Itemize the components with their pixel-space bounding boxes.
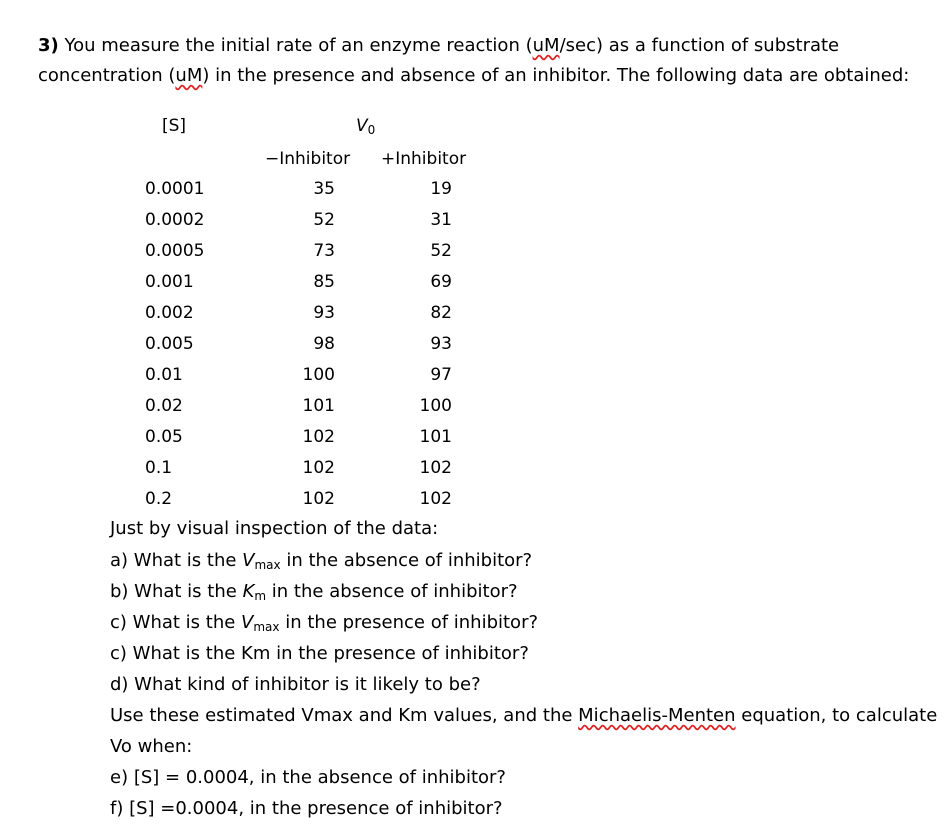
cell-minus: 102 <box>302 489 335 509</box>
question-c1 <box>110 612 538 634</box>
instruction-line-2: Vo when: <box>110 736 193 757</box>
cell-plus: 101 <box>419 427 452 447</box>
cell-substrate: 0.005 <box>145 334 194 354</box>
header-velocity <box>356 115 375 137</box>
question-b <box>110 581 518 603</box>
header-velocity-var: V <box>356 116 368 136</box>
question-c1-sub: max <box>253 620 280 634</box>
cell-substrate: 0.002 <box>145 303 194 323</box>
question-a-var: V <box>242 550 255 571</box>
cell-plus: 82 <box>430 303 452 323</box>
cell-substrate: 0.1 <box>145 458 173 478</box>
cell-plus: 19 <box>430 179 452 199</box>
instruction-text-a: Use these estimated Vmax and Km values, and the <box>110 705 579 726</box>
intro-text-b: /sec) as a function of substrate <box>559 35 840 56</box>
header-minus-inhibitor: −Inhibitor <box>265 149 351 169</box>
intro-text-c: concentration ( <box>38 65 176 86</box>
cell-minus: 102 <box>302 458 335 478</box>
question-a <box>110 550 532 572</box>
intro-text-d: ) in the presence and absence of an inhibitor. The following data are obtained: <box>202 65 910 86</box>
question-c1-pre: c) What is the <box>110 612 242 633</box>
cell-minus: 35 <box>313 179 335 199</box>
question-e: e) [S] = 0.0004, in the absence of inhibitor? <box>110 767 506 788</box>
cell-minus: 100 <box>302 365 335 385</box>
cell-minus: 93 <box>313 303 335 323</box>
cell-substrate: 0.02 <box>145 396 183 416</box>
michaelis-menten-term: Michaelis-Menten <box>578 705 736 726</box>
header-velocity-sub: 0 <box>367 123 376 137</box>
cell-substrate: 0.0005 <box>145 241 205 261</box>
cell-minus: 98 <box>313 334 335 354</box>
cell-substrate: 0.0001 <box>145 179 205 199</box>
question-intro-line-1 <box>38 35 839 57</box>
cell-plus: 100 <box>419 396 452 416</box>
cell-minus: 73 <box>313 241 335 261</box>
cell-minus: 101 <box>302 396 335 416</box>
cell-substrate: 0.2 <box>145 489 173 509</box>
cell-substrate: 0.001 <box>145 272 194 292</box>
instruction-line-1 <box>110 705 937 727</box>
cell-minus: 52 <box>313 210 335 230</box>
header-substrate: [S] <box>162 116 187 136</box>
question-c1-post: in the presence of inhibitor? <box>279 612 539 633</box>
cell-substrate: 0.01 <box>145 365 183 385</box>
cell-substrate: 0.05 <box>145 427 183 447</box>
question-b-var: K <box>242 581 255 602</box>
cell-plus: 93 <box>430 334 452 354</box>
intro-text-a: You measure the initial rate of an enzyme reaction ( <box>58 35 533 56</box>
unit-rate: uM <box>532 35 560 56</box>
question-b-sub: m <box>254 589 267 603</box>
question-c2: c) What is the Km in the presence of inhibitor? <box>110 643 529 664</box>
question-a-post: in the absence of inhibitor? <box>280 550 533 571</box>
cell-plus: 31 <box>430 210 452 230</box>
question-number: 3) <box>38 35 59 56</box>
question-b-pre: b) What is the <box>110 581 243 602</box>
questions-lead: Just by visual inspection of the data: <box>110 518 439 539</box>
cell-plus: 52 <box>430 241 452 261</box>
question-c1-var: V <box>241 612 254 633</box>
question-b-post: in the absence of inhibitor? <box>266 581 518 602</box>
question-intro-line-2 <box>38 65 909 87</box>
cell-minus: 102 <box>302 427 335 447</box>
cell-substrate: 0.0002 <box>145 210 205 230</box>
cell-plus: 69 <box>430 272 452 292</box>
question-a-pre: a) What is the <box>110 550 243 571</box>
header-plus-inhibitor: +Inhibitor <box>381 149 467 169</box>
cell-plus: 97 <box>430 365 452 385</box>
question-a-sub: max <box>254 558 281 572</box>
cell-plus: 102 <box>419 489 452 509</box>
unit-conc: uM <box>175 65 203 86</box>
question-d: d) What kind of inhibitor is it likely to be? <box>110 674 481 695</box>
cell-minus: 85 <box>313 272 335 292</box>
instruction-text-b: equation, to calculate <box>735 705 938 726</box>
question-f: f) [S] =0.0004, in the presence of inhibitor? <box>110 798 503 819</box>
cell-plus: 102 <box>419 458 452 478</box>
